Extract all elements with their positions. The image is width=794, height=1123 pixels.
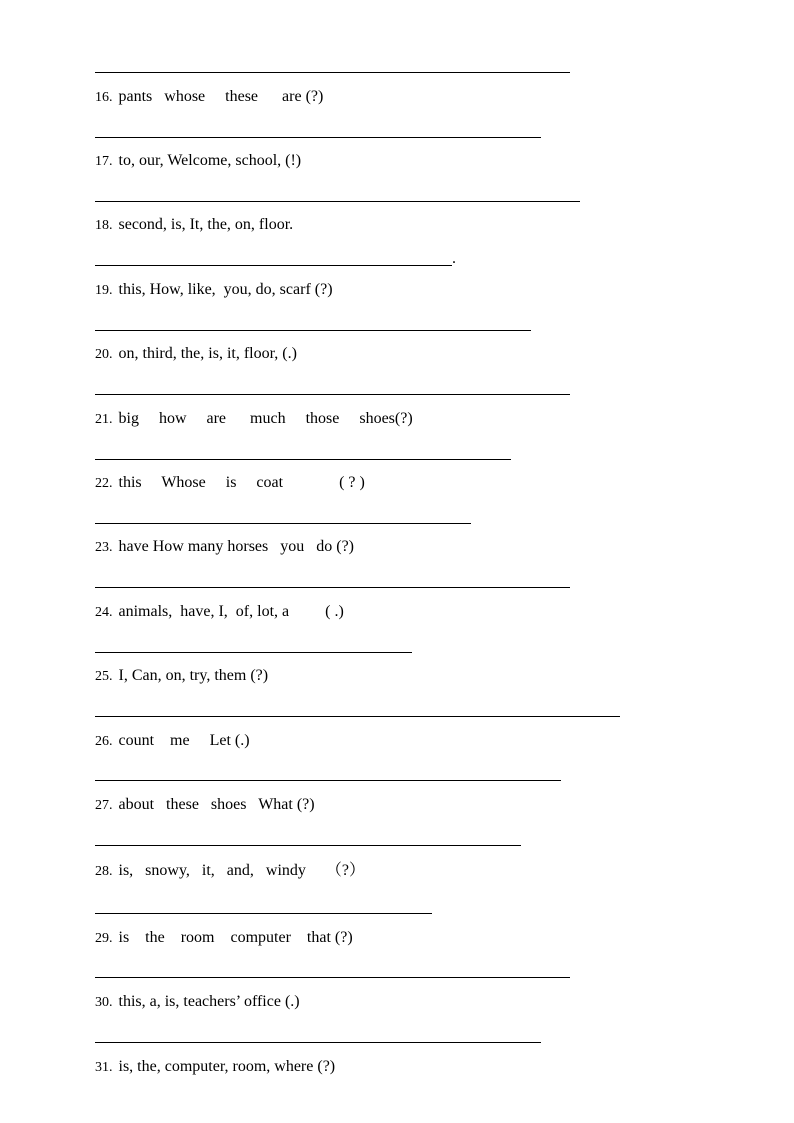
answer-line[interactable] [95, 845, 521, 846]
question-19 [95, 280, 333, 301]
question-25 [95, 666, 268, 687]
question-words: this Whose is coat ( ? ) [118, 474, 365, 491]
question-words: have How many horses you do (?) [118, 538, 354, 555]
question-number: 20. [95, 347, 113, 362]
question-29 [95, 928, 353, 949]
question-number: 26. [95, 734, 113, 749]
answer-line[interactable] [95, 72, 570, 73]
question-16 [95, 87, 323, 108]
question-number: 21. [95, 412, 113, 427]
question-words: animals, have, I, of, lot, a ( .) [118, 603, 344, 620]
question-words: I, Can, on, try, them (?) [118, 667, 269, 684]
question-words: count me Let (.) [118, 732, 250, 749]
question-28 [95, 861, 365, 882]
question-31 [95, 1057, 335, 1078]
question-words: is the room computer that (?) [118, 929, 353, 946]
question-number: 24. [95, 605, 113, 620]
answer-line[interactable] [95, 652, 412, 653]
answer-line[interactable] [95, 977, 570, 978]
question-number: 18. [95, 218, 113, 233]
answer-line[interactable] [95, 330, 531, 331]
question-words: second, is, It, the, on, floor. [118, 216, 294, 233]
question-18 [95, 215, 293, 236]
answer-line[interactable] [95, 137, 541, 138]
answer-line[interactable] [95, 265, 452, 266]
question-23 [95, 537, 354, 558]
question-27 [95, 795, 315, 816]
question-words: about these shoes What (?) [118, 796, 315, 813]
question-number: 19. [95, 283, 113, 298]
question-words: to, our, Welcome, school, (!) [118, 152, 302, 169]
question-number: 22. [95, 476, 113, 491]
answer-period: . [452, 250, 456, 267]
answer-line[interactable] [95, 913, 432, 914]
question-number: 17. [95, 154, 113, 169]
answer-line[interactable] [95, 587, 570, 588]
question-21 [95, 409, 413, 430]
question-number: 30. [95, 995, 113, 1010]
question-words: on, third, the, is, it, floor, (.) [118, 345, 297, 362]
answer-line[interactable] [95, 201, 580, 202]
question-words: is, the, computer, room, where (?) [118, 1058, 336, 1075]
question-17 [95, 151, 301, 172]
question-words: this, How, like, you, do, scarf (?) [118, 281, 333, 298]
question-words: is, snowy, it, and, windy （?） [118, 862, 366, 879]
question-words: pants whose these are (?) [118, 88, 324, 105]
answer-line[interactable] [95, 459, 511, 460]
question-number: 16. [95, 90, 113, 105]
question-number: 28. [95, 864, 113, 879]
question-26 [95, 731, 250, 752]
question-20 [95, 344, 297, 365]
question-24 [95, 602, 344, 623]
question-number: 31. [95, 1060, 113, 1075]
answer-line[interactable] [95, 523, 471, 524]
question-words: this, a, is, teachers’ office (.) [118, 993, 300, 1010]
question-number: 29. [95, 931, 113, 946]
question-number: 27. [95, 798, 113, 813]
answer-line[interactable] [95, 716, 620, 717]
answer-line[interactable] [95, 780, 561, 781]
answer-line[interactable] [95, 1042, 541, 1043]
question-30 [95, 992, 300, 1013]
question-number: 23. [95, 540, 113, 555]
answer-line[interactable] [95, 394, 570, 395]
question-22 [95, 473, 365, 494]
question-words: big how are much those shoes(?) [118, 410, 413, 427]
question-number: 25. [95, 669, 113, 684]
